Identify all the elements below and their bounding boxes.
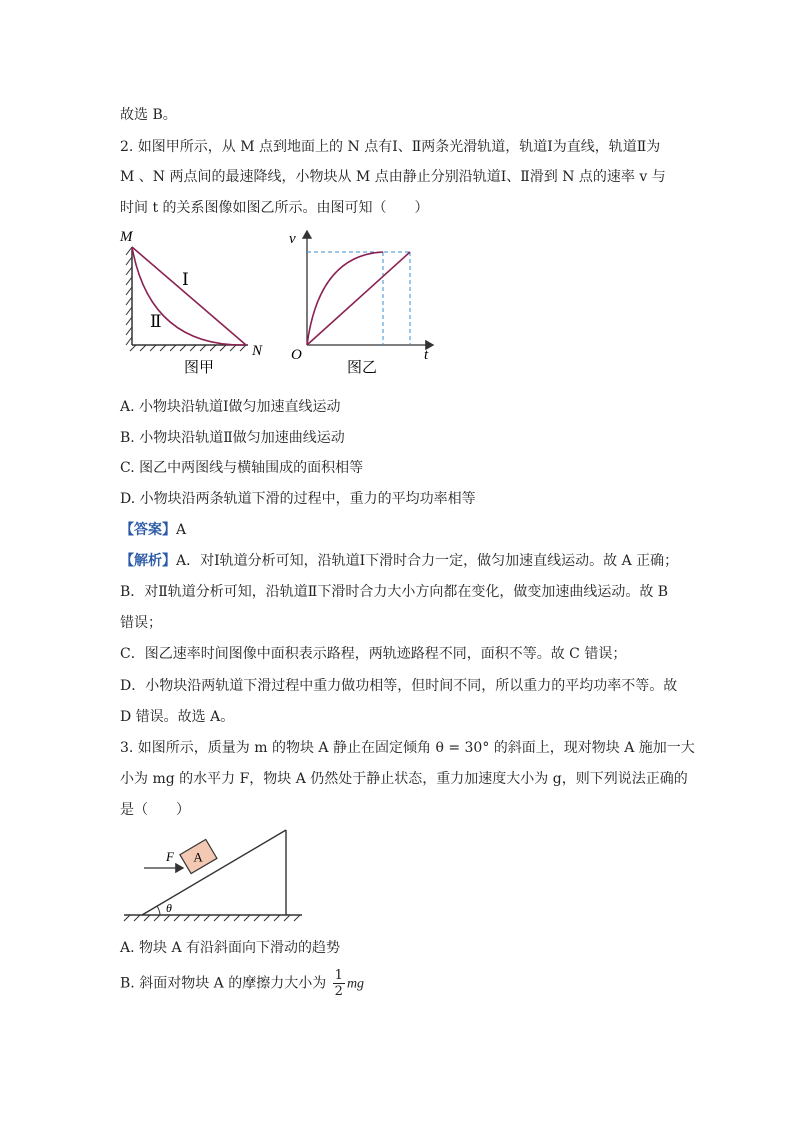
- curve-track-i: [307, 252, 410, 345]
- label-n: N: [252, 343, 263, 359]
- q3-incline-figure: [120, 822, 310, 927]
- q2-analysis-line3: 错误；: [120, 615, 162, 631]
- label-m: M: [120, 229, 133, 245]
- fraction-one-half: $\frac{1}{2}$: [334, 968, 343, 999]
- q2-stem-line1: 2. 如图甲所示，从 M 点到地面上的 N 点有Ⅰ、Ⅱ两条光滑轨道，轨道Ⅰ为直线，轨道Ⅱ为: [120, 139, 661, 155]
- label-track-ii: Ⅱ: [150, 312, 162, 331]
- caption-yi: 图乙: [347, 360, 378, 376]
- curve-track-ii: [307, 252, 383, 345]
- q3-stem-line3: 是（ ）: [120, 802, 190, 818]
- label-f: F: [166, 849, 174, 864]
- q3-option-b-text: B. 斜面对物块 A 的摩擦力大小为: [120, 975, 327, 992]
- q2-option-c: C. 图乙中两图线与横轴围成的面积相等: [120, 460, 364, 476]
- q2-analysis-line5: D．小物块沿两轨道下滑过程中重力做功相等，但时间不同，所以重力的平均功率不等。故: [120, 678, 678, 694]
- q2-figure-yi: [285, 225, 445, 380]
- q3-stem-line1: 3. 如图所示，质量为 m 的物块 A 静止在固定倾角 θ = 30° 的斜面上，现对物块 A 施加一大: [120, 740, 695, 756]
- q2-stem-line3: 时间 t 的关系图像如图乙所示。由图可知（ ）: [120, 200, 429, 216]
- q2-analysis-line2: B．对Ⅱ轨道分析可知，沿轨道Ⅱ下滑时合力大小方向都在变化，做变加速曲线运动。故 B: [120, 584, 669, 600]
- theta-arc: [157, 906, 160, 915]
- q3-option-b-mg: mg: [346, 976, 365, 992]
- block-a: [180, 839, 217, 873]
- q2-option-a: A. 小物块沿轨道Ⅰ做匀加速直线运动: [120, 399, 341, 415]
- answer-label: 【答案】: [120, 522, 176, 538]
- q3-option-b: [120, 968, 364, 999]
- analysis-label: 【解析】: [120, 553, 176, 569]
- label-v: v: [289, 231, 296, 247]
- label-track-i: Ⅰ: [182, 270, 189, 289]
- label-theta: θ: [166, 901, 172, 915]
- label-o: O: [291, 347, 302, 363]
- q3-option-a: A. 物块 A 有沿斜面向下滑动的趋势: [120, 940, 341, 956]
- q2-analysis-line1: [120, 550, 678, 570]
- incline-slope: [142, 830, 286, 915]
- q2-answer: [120, 519, 186, 539]
- caption-jia: 图甲: [184, 360, 215, 376]
- wall-hatching: [126, 247, 132, 345]
- q2-analysis-line6: D 错误。故选 A。: [120, 709, 235, 725]
- q2-stem-line2: M 、N 两点间的最速降线，小物块从 M 点由静止分别沿轨道Ⅰ、Ⅱ滑到 N 点的速率 v 与: [120, 169, 666, 185]
- incline-ground-hatching: [124, 915, 300, 921]
- label-t: t: [424, 347, 429, 363]
- answer-value: A: [176, 522, 187, 538]
- previous-conclusion: 故选 B。: [120, 107, 177, 123]
- analysis-text-1: A．对Ⅰ轨道分析可知，沿轨道Ⅰ下滑时合力一定，做匀加速直线运动。故 A 正确；: [176, 553, 679, 569]
- label-block-a: A: [193, 849, 203, 865]
- ground-hatching: [130, 345, 246, 351]
- q2-figure-jia: [118, 225, 278, 380]
- q2-option-b: B. 小物块沿轨道Ⅱ做匀加速曲线运动: [120, 430, 345, 446]
- q2-analysis-line4: C．图乙速率时间图像中面积表示路程，两轨迹路程不同，面积不等。故 C 错误；: [120, 646, 627, 662]
- q2-option-d: D. 小物块沿两条轨道下滑的过程中，重力的平均功率相等: [120, 491, 476, 507]
- q3-stem-line2: 小为 mg 的水平力 F，物块 A 仍然处于静止状态，重力加速度大小为 g，则下列说法正确的: [120, 771, 688, 787]
